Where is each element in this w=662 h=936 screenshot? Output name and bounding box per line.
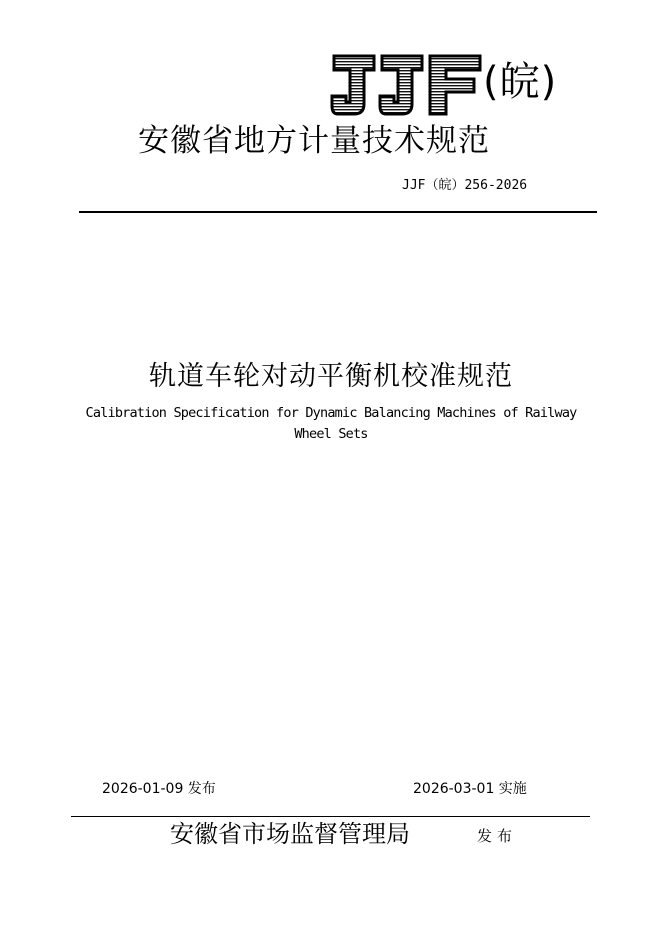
document-category: 安徽省地方计量技术规范 — [138, 123, 490, 159]
issuing-verb: 发布 — [477, 827, 518, 845]
document-title-english: Calibration Specification for Dynamic Balancing Machines of Railway Wheel Sets — [85, 405, 577, 442]
jjf-logo — [330, 52, 482, 118]
effective-date: 2026-03-01 实施 — [413, 781, 527, 797]
issuing-authority: 安徽省市场监督管理局 — [170, 820, 410, 848]
issue-date: 2026-01-09 发布 — [102, 781, 216, 797]
standard-number: JJF（皖）256-2026 — [402, 178, 528, 193]
logo-province-suffix: (皖) — [483, 59, 558, 105]
document-title-chinese: 轨道车轮对动平衡机校准规范 — [149, 361, 513, 392]
header-divider — [79, 211, 597, 213]
